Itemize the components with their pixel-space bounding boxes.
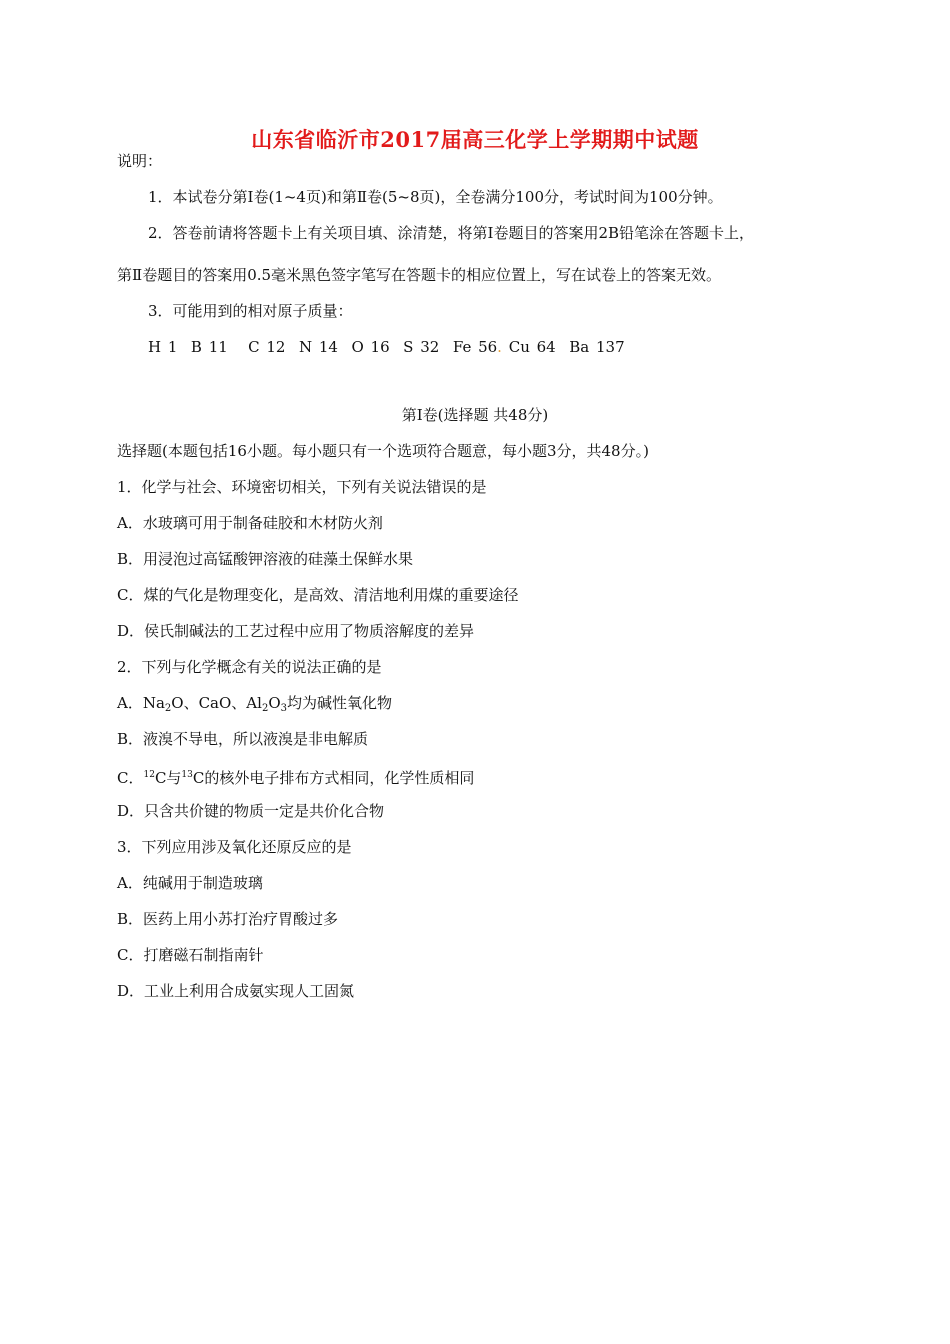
superscript: 12 xyxy=(143,770,155,780)
atomic-masses-part-1: H 1 B 11 C 12 N 14 O 16 S 32 Fe 56 xyxy=(148,338,498,356)
page-title: 山东省临沂市2017届高三化学上学期期中试题 xyxy=(251,127,699,152)
atomic-masses xyxy=(148,337,625,357)
note-item-1: 1．本试卷分第Ⅰ卷(1~4页)和第Ⅱ卷(5~8页)，全卷满分100分，考试时间为100分钟。 xyxy=(148,188,723,206)
note-item-2: 2．答卷前请将答题卡上有关项目填、涂清楚，将第Ⅰ卷题目的答案用2B铅笔涂在答题卡上， xyxy=(148,224,755,242)
notes-heading: 说明： xyxy=(117,152,163,170)
question-3-option-d: D．工业上利用合成氨实现人工固氮 xyxy=(117,982,355,1000)
question-3-stem: 3．下列应用涉及氧化还原反应的是 xyxy=(117,838,352,856)
question-1-option-a: A．水玻璃可用于制备硅胶和木材防火剂 xyxy=(117,514,383,532)
question-1-option-b: B．用浸泡过高锰酸钾溶液的硅藻土保鲜水果 xyxy=(117,550,414,568)
question-2-option-a xyxy=(117,693,392,719)
question-3-option-b: B．医药上用小苏打治疗胃酸过多 xyxy=(117,910,339,928)
formula-part: O、CaO、Al xyxy=(171,694,262,712)
text-part: C与 xyxy=(154,769,182,787)
question-1-stem: 1．化学与社会、环境密切相关，下列有关说法错误的是 xyxy=(117,478,487,496)
atomic-masses-part-2: Cu 64 Ba 137 xyxy=(501,338,625,356)
formula-part: 均为碱性氧化物 xyxy=(287,694,393,712)
subscript: 2 xyxy=(164,703,172,714)
note-item-3: 3．可能用到的相对原子质量： xyxy=(148,302,353,320)
question-2-option-d: D．只含共价键的物质一定是共价化合物 xyxy=(117,802,385,820)
question-2-option-c xyxy=(117,765,474,788)
formula-part: O xyxy=(268,694,281,712)
question-3-option-a: A．纯碱用于制造玻璃 xyxy=(117,874,263,892)
question-1-option-d: D．侯氏制碱法的工艺过程中应用了物质溶解度的差异 xyxy=(117,622,475,640)
subscript: 3 xyxy=(280,703,287,714)
section-instruction: 选择题(本题包括16小题。每小题只有一个选项符合题意，每小题3分，共48分。) xyxy=(117,442,649,460)
question-3-option-c: C．打磨磁石制指南针 xyxy=(117,946,264,964)
text-part: C． xyxy=(117,769,144,787)
subscript: 2 xyxy=(261,703,269,714)
superscript: 13 xyxy=(181,770,193,780)
note-item-2-continued: 第Ⅱ卷题目的答案用0.5毫米黑色签字笔写在答题卡的相应位置上，写在试卷上的答案无效。 xyxy=(117,266,722,284)
question-1-option-c: C．煤的气化是物理变化，是高效、清洁地利用煤的重要途径 xyxy=(117,586,519,604)
stray-dot: . xyxy=(497,338,502,356)
question-2-option-b: B．液溴不导电，所以液溴是非电解质 xyxy=(117,730,369,748)
question-2-stem: 2．下列与化学概念有关的说法正确的是 xyxy=(117,658,382,676)
formula-part: A．Na xyxy=(117,694,165,712)
text-part: C的核外电子排布方式相同，化学性质相同 xyxy=(192,769,475,787)
section-title: 第Ⅰ卷(选择题 共48分) xyxy=(401,406,549,424)
